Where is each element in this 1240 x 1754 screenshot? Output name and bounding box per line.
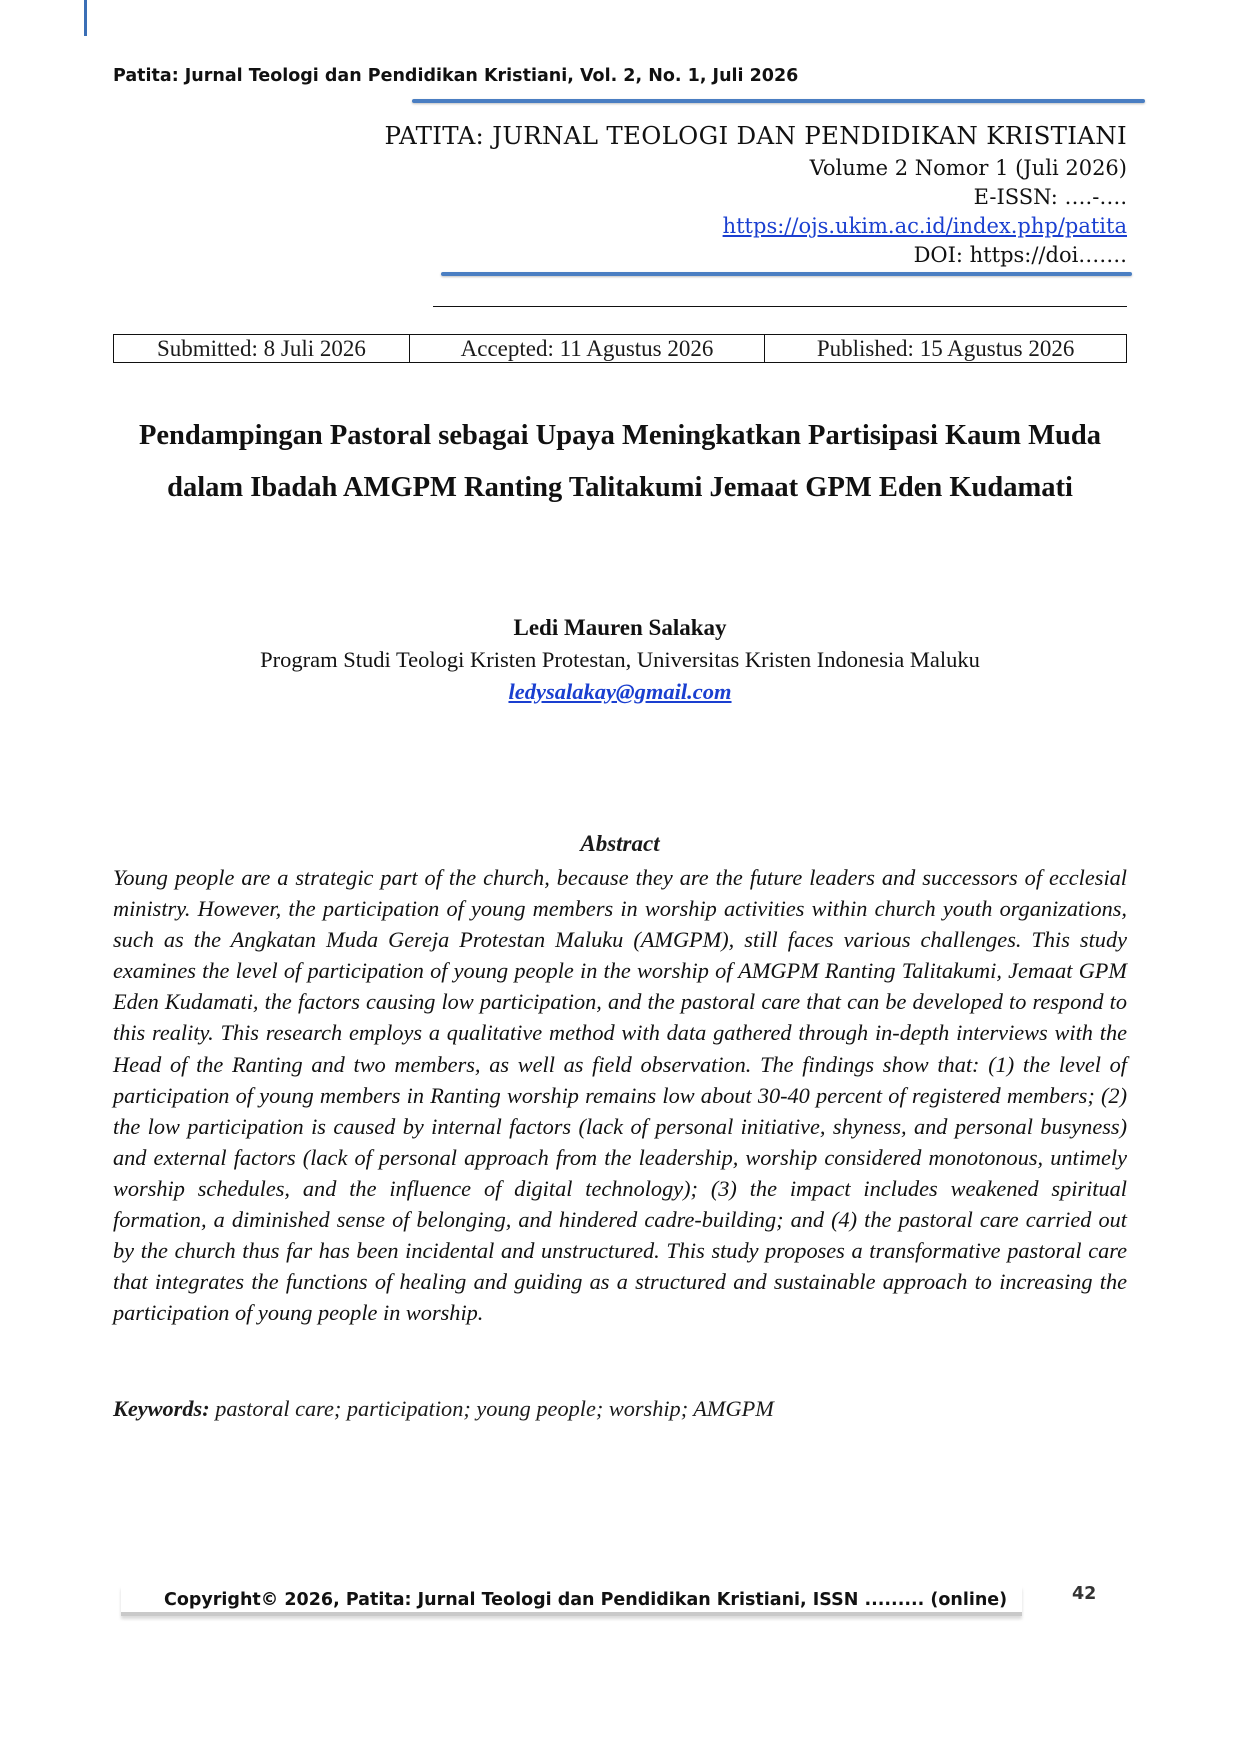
journal-volume: Volume 2 Nomor 1 (Juli 2026)	[809, 156, 1127, 180]
journal-eissn: E-ISSN: ….-….	[973, 185, 1127, 209]
title-line-1: Pendampingan Pastoral sebagai Upaya Meningkatkan Partisipasi Kaum Muda	[138, 420, 1101, 451]
article-title	[113, 410, 1127, 514]
keywords	[113, 1393, 1127, 1425]
journal-doi: DOI: https://doi…….	[913, 243, 1127, 267]
journal-info	[367, 118, 1127, 270]
author-name: Ledi Mauren Salakay	[513, 615, 727, 640]
journal-name: PATITA: JURNAL TEOLOGI DAN PENDIDIKAN KRISTIANI	[384, 121, 1127, 150]
author-affiliation: Program Studi Teologi Kristen Protestan, Universitas Kristen Indonesia Maluku	[260, 647, 980, 672]
keywords-label: Keywords:	[113, 1396, 210, 1421]
left-margin-bar	[84, 0, 87, 36]
underscore-line	[433, 306, 1127, 307]
running-head: Patita: Jurnal Teologi dan Pendidikan Kristiani, Vol. 2, No. 1, Juli 2026	[113, 66, 799, 86]
published-date: Published: 15 Agustus 2026	[765, 335, 1127, 363]
submitted-date: Submitted: 8 Juli 2026	[114, 335, 410, 363]
dates-table	[113, 334, 1127, 363]
journal-url-link[interactable]: https://ojs.ukim.ac.id/index.php/patita	[722, 214, 1127, 238]
header-rule-top	[412, 99, 1145, 103]
page-number: 42	[1072, 1584, 1097, 1604]
header-rule-bottom	[441, 272, 1132, 276]
abstract-body: Young people are a strategic part of the church, because they are the future leaders and successors of ecclesial ministry. However, the participation of young members in worship activities within church youth organizations, such as the Angkatan Muda Gereja Protestan Maluku (AMGPM), still faces various challenges. This study examines the level of participation of young people in the worship of AMGPM Ranting Talitakumi, Jemaat GPM Eden Kudamati, the factors causing low participation, and the pastoral care that can be developed to respond to this reality. This research employs a qualitative method with data gathered through in-depth interviews with the Head of the Ranting and two members, as well as field observation. The findings show that: (1) the level of participation of young members in Ranting worship remains low about 30-40 percent of registered members; (2) the low participation is caused by internal factors (lack of personal initiative, shyness, and personal busyness) and external factors (lack of personal approach from the leadership, worship considered monotonous, untimely worship schedules, and the influence of digital technology); (3) the impact includes weakened spiritual formation, a diminished sense of belonging, and hindered cadre-building; and (4) the pastoral care carried out by the church thus far has been incidental and unstructured. This study proposes a transformative pastoral care that integrates the functions of healing and guiding as a structured and sustainable approach to increasing the participation of young people in worship.	[113, 865, 1127, 1326]
accepted-date: Accepted: 11 Agustus 2026	[409, 335, 764, 363]
author-email-link[interactable]: ledysalakay@gmail.com	[508, 679, 732, 704]
author-block	[113, 612, 1127, 708]
keywords-text: pastoral care; participation; young people; worship; AMGPM	[209, 1396, 774, 1421]
abstract-heading: Abstract	[580, 831, 660, 856]
footer-copyright: Copyright© 2026, Patita: Jurnal Teologi dan Pendidikan Kristiani, ISSN ......... (online)	[164, 1590, 1008, 1610]
title-line-2: dalam Ibadah AMGPM Ranting Talitakumi Jemaat GPM Eden Kudamati	[167, 472, 1073, 503]
